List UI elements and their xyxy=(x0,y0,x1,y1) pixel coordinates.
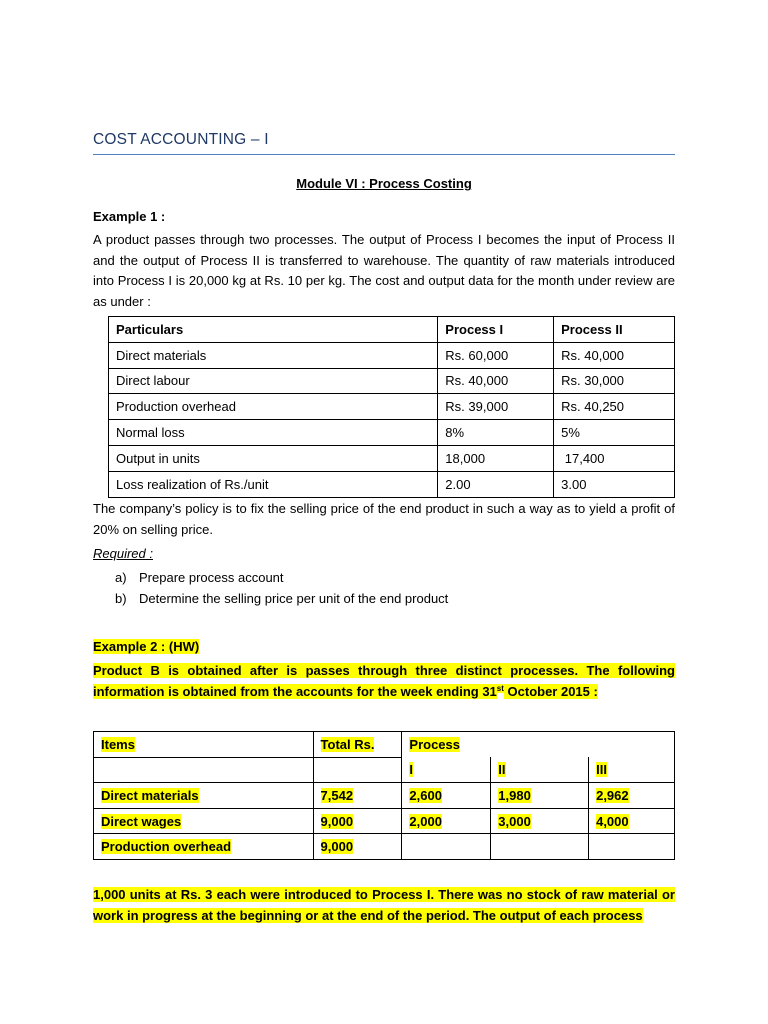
example1-intro: A product passes through two processes. The output of Process I becomes the input of Process II and the output of Process II is transferred to warehouse. The quantity of raw materials introduced into Process I is 20,000 kg at Rs. 10 per kg. The cost and output data for the month under review are as under : xyxy=(93,232,675,309)
example2-footer xyxy=(93,885,675,926)
table-cell xyxy=(94,808,314,834)
table-cell xyxy=(589,834,675,860)
table-cell xyxy=(402,783,491,809)
cell-text: 2,000 xyxy=(409,813,442,829)
example2-footer-text: 1,000 units at Rs. 3 each were introduced to Process I. There was no stock of raw material or work in progress at the beginning or at the end of the period. The output of each process xyxy=(93,887,675,923)
table-header-cell xyxy=(589,757,675,783)
header-title: COST ACCOUNTING – I xyxy=(93,131,269,148)
table-header-cell xyxy=(402,757,491,783)
table-cell: Output in units xyxy=(109,445,438,471)
example2-heading-line xyxy=(93,637,675,658)
table-cell: Rs. 40,000 xyxy=(554,342,675,368)
cell-text: Direct materials xyxy=(101,787,199,803)
table-cell xyxy=(491,783,589,809)
table-row xyxy=(94,808,675,834)
example2-table xyxy=(93,731,675,860)
cell-text: 1,980 xyxy=(498,787,531,803)
table-cell: Direct materials xyxy=(109,342,438,368)
table-cell xyxy=(313,757,402,783)
table-subheader-row xyxy=(94,757,675,783)
table-cell: Rs. 39,000 xyxy=(438,394,554,420)
example2-intro-sup: st xyxy=(496,683,504,693)
table-row xyxy=(109,368,675,394)
table-cell: Direct labour xyxy=(109,368,438,394)
table-header-cell xyxy=(313,732,402,758)
table-cell: 2.00 xyxy=(438,471,554,497)
table-cell: Loss realization of Rs./unit xyxy=(109,471,438,497)
list-item-text: Determine the selling price per unit of the end product xyxy=(139,591,449,606)
list-item xyxy=(115,567,448,588)
cell-text: 2,600 xyxy=(409,787,442,803)
table-header-cell: Particulars xyxy=(109,317,438,343)
cell-text: 7,542 xyxy=(320,787,354,803)
table-cell xyxy=(589,808,675,834)
table-header-cell: Process II xyxy=(554,317,675,343)
cell-text: II xyxy=(498,762,506,778)
table-row xyxy=(109,394,675,420)
table-row xyxy=(94,834,675,860)
table-cell: Rs. 60,000 xyxy=(438,342,554,368)
example2-intro xyxy=(93,661,675,702)
table-cell: 3.00 xyxy=(554,471,675,497)
table-cell: 18,000 xyxy=(438,445,554,471)
table-cell xyxy=(402,808,491,834)
example2-heading: Example 2 : (HW) xyxy=(93,639,200,654)
table-header-cell xyxy=(94,732,314,758)
cell-text: Items xyxy=(101,736,135,752)
example2-intro-text-end: October 2015 : xyxy=(503,683,598,699)
table-cell: Rs. 40,250 xyxy=(554,394,675,420)
module-title: Module VI : Process Costing xyxy=(296,176,472,191)
table-header-cell xyxy=(491,757,589,783)
list-marker: a) xyxy=(115,570,127,585)
table-cell xyxy=(491,808,589,834)
table-cell: Rs. 30,000 xyxy=(554,368,675,394)
required-label: Required : xyxy=(93,546,153,561)
cell-text: Direct wages xyxy=(101,813,182,829)
cell-text: Process xyxy=(409,737,460,753)
table-header-row xyxy=(109,317,675,343)
cell-text: III xyxy=(596,762,607,778)
table-cell: Production overhead xyxy=(109,394,438,420)
table-cell xyxy=(402,834,491,860)
table-row xyxy=(94,783,675,809)
required-list xyxy=(115,567,448,609)
required-line xyxy=(93,544,675,565)
list-item-text: Prepare process account xyxy=(139,570,284,585)
list-marker: b) xyxy=(115,591,127,606)
cell-text: Production overhead xyxy=(101,839,232,855)
table-cell: Normal loss xyxy=(109,420,438,446)
table-row xyxy=(109,471,675,497)
cell-text: 4,000 xyxy=(596,813,629,829)
example1-heading: Example 1 : xyxy=(93,209,166,224)
table-cell: 8% xyxy=(438,420,554,446)
cell-text: Total Rs. xyxy=(320,736,375,752)
table-row xyxy=(109,342,675,368)
table-cell xyxy=(94,757,314,783)
table-cell xyxy=(94,783,314,809)
table-cell: Rs. 40,000 xyxy=(438,368,554,394)
cell-text: 9,000 xyxy=(320,813,354,829)
table-header-row xyxy=(94,732,675,758)
table-cell: 17,400 xyxy=(554,445,675,471)
table-cell xyxy=(313,808,402,834)
example2-intro-text: Product B is obtained after is passes through three distinct processes. The following information is obtained from the accounts for the week ending 31 xyxy=(93,663,675,699)
table-cell: 5% xyxy=(554,420,675,446)
example1-table xyxy=(108,316,675,498)
table-cell xyxy=(94,834,314,860)
example1-policy: The company’s policy is to fix the selling price of the end product in such a way as to yield a profit of 20% on selling price. xyxy=(93,501,675,537)
cell-text: I xyxy=(409,762,414,778)
table-row xyxy=(109,445,675,471)
table-header-cell: Process I xyxy=(438,317,554,343)
table-cell xyxy=(313,834,402,860)
cell-text: 3,000 xyxy=(498,813,531,829)
table-cell xyxy=(313,783,402,809)
list-item xyxy=(115,588,448,609)
table-header-cell xyxy=(402,732,675,758)
header-divider xyxy=(93,154,675,155)
table-cell xyxy=(589,783,675,809)
cell-text: 2,962 xyxy=(596,787,629,803)
cell-text: 9,000 xyxy=(320,839,354,855)
table-cell xyxy=(491,834,589,860)
table-row xyxy=(109,420,675,446)
